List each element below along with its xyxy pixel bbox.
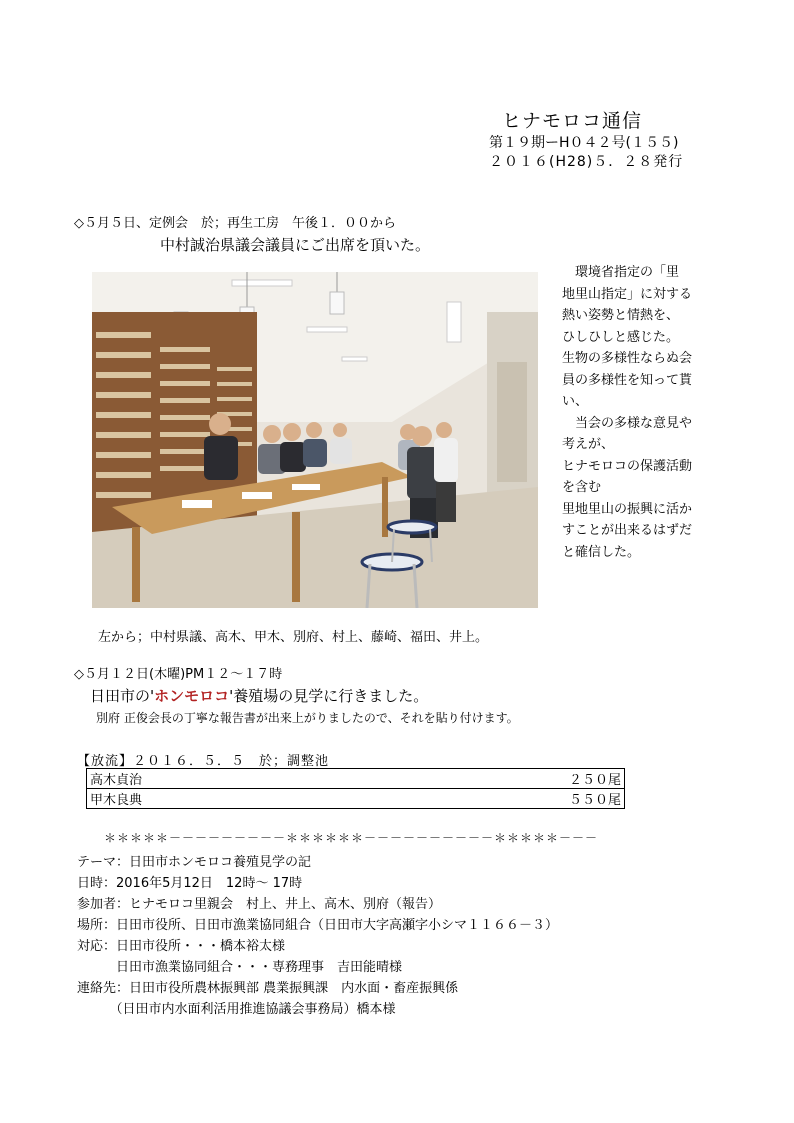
release-heading: 【放流】２０１６．５．５ 於；調整池 bbox=[77, 754, 330, 769]
separator-line: ＊＊＊＊＊－－－－－－－－－＊＊＊＊＊＊－－－－－－－－－－＊＊＊＊＊－－－ bbox=[104, 831, 599, 845]
newsletter-title: ヒナモロコ通信 bbox=[502, 110, 643, 132]
photo-caption: 左から；中村県議、高木、甲木、別府、村上、藤崎、福田、井上。 bbox=[98, 630, 489, 645]
comment-line: 当会の多様な意見や bbox=[562, 415, 693, 431]
table-row bbox=[87, 769, 625, 789]
comment-line: ひしひしと感じた。 bbox=[562, 329, 680, 345]
comment-line: 地里山指定」に対する bbox=[562, 286, 693, 302]
visit-line-post: '養殖場の見学に行きました。 bbox=[229, 687, 429, 705]
release-name: 高木貞治 bbox=[87, 769, 356, 789]
visit-highlight: ホンモロコ bbox=[154, 687, 230, 705]
comment-line: すことが出来るはずだ bbox=[562, 523, 693, 538]
table-row bbox=[87, 789, 625, 809]
comment-line: 里地里山の振興に活か bbox=[562, 501, 693, 517]
meeting-subheading: 中村誠治県議会議員にご出席を頂いた。 bbox=[160, 236, 431, 254]
report-place: 場所：日田市役所、日田市漁業協同組合（日田市大字高瀬字小シマ１１６６－３） bbox=[77, 918, 559, 933]
release-count: ２５０尾 bbox=[356, 769, 625, 789]
visit-line-pre: 日田市の' bbox=[90, 687, 155, 705]
comment-line: と確信した。 bbox=[562, 544, 641, 560]
report-participants: 参加者：ヒナモロコ里親会 村上、井上、高木、別府（報告） bbox=[77, 897, 442, 912]
comment-line: 熱い姿勢と情熱を、 bbox=[562, 308, 680, 323]
meeting-comment bbox=[562, 262, 722, 563]
comment-line: 環境省指定の「里 bbox=[562, 265, 680, 280]
report-datetime: 日時：2016年5月12日 12時～ 17時 bbox=[77, 876, 303, 891]
comment-line: い、 bbox=[562, 394, 589, 409]
release-count: ５５０尾 bbox=[356, 789, 625, 809]
comment-line: 生物の多様性ならぬ会 bbox=[562, 351, 693, 366]
report-liaison-office: （日田市内水面利活用推進協議会事務局）橋本様 bbox=[77, 1002, 396, 1017]
issue-date: ２０１６(H28)５．２８発行 bbox=[489, 154, 684, 170]
issue-number: 第１９期ーH０４２号(１５５) bbox=[489, 135, 679, 151]
comment-line: 員の多様性を知って貰 bbox=[562, 372, 693, 388]
release-name: 甲木良典 bbox=[87, 789, 356, 809]
report-contact-coop: 日田市漁業協同組合・・・専務理事 吉田能晴様 bbox=[77, 960, 403, 975]
visit-line bbox=[90, 685, 428, 706]
meeting-heading: ◇５月５日、定例会 於；再生工房 午後１．００から bbox=[74, 216, 396, 231]
report-liaison: 連絡先：日田市役所農林振興部 農業振興課 内水面・畜産振興係 bbox=[77, 981, 459, 996]
report-theme: テーマ：日田市ホンモロコ養殖見学の記 bbox=[77, 855, 312, 870]
comment-line: を含む bbox=[562, 480, 602, 495]
report-contact-city: 対応：日田市役所・・・橋本裕太様 bbox=[77, 939, 286, 954]
visit-heading: ◇５月１２日(木曜)PM１２～１７時 bbox=[74, 667, 283, 682]
comment-line: ヒナモロコの保護活動 bbox=[562, 458, 693, 474]
release-table bbox=[86, 768, 625, 809]
meeting-photo bbox=[92, 272, 538, 608]
visit-note: 別府 正俊会長の丁寧な報告書が出来上がりましたので、それを貼り付けます。 bbox=[96, 711, 519, 725]
comment-line: 考えが、 bbox=[562, 437, 615, 452]
